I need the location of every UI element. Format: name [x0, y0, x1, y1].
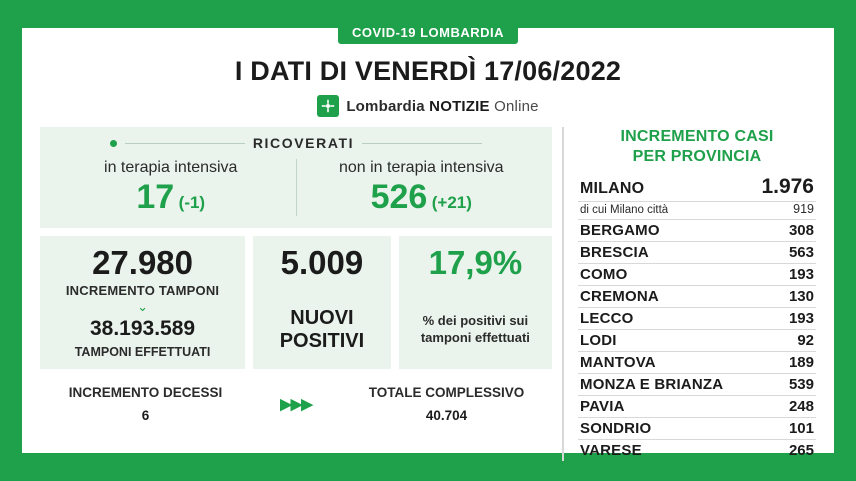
decessi-label: INCREMENTO DECESSI	[68, 385, 223, 401]
province-name: VARESE	[580, 442, 642, 459]
tamponi-box	[40, 236, 245, 369]
tamponi-increment-value: 27.980	[92, 244, 194, 282]
province-value: 563	[788, 244, 814, 261]
percentuale-label-line2: tamponi effettuati	[420, 329, 530, 345]
arrows-icon: ▶▶▶	[280, 396, 312, 414]
province-row-como	[578, 264, 816, 286]
ricoverati-heading-label: RICOVERATI	[252, 135, 355, 151]
province-title-line2: PER PROVINCIA	[632, 148, 762, 165]
ricoverati-heading	[46, 135, 546, 151]
nuovi-positivi-label-line1: NUOVI	[290, 307, 354, 330]
province-value: 265	[788, 442, 814, 459]
province-title	[578, 127, 816, 167]
province-name: CREMONA	[580, 288, 659, 305]
decessi-cell	[40, 385, 251, 423]
province-value: 308	[788, 222, 814, 239]
province-name: BRESCIA	[580, 244, 649, 261]
province-name: MONZA E BRIANZA	[580, 376, 724, 393]
province-name: SONDRIO	[580, 420, 652, 437]
province-value: 248	[788, 398, 814, 415]
non-terapia-intensiva-block	[297, 159, 547, 216]
province-name: LODI	[580, 332, 617, 349]
lombardia-logo-icon	[317, 95, 339, 117]
province-name: LECCO	[580, 310, 634, 327]
terapia-intensiva-delta: (-1)	[178, 193, 206, 212]
province-row-lodi	[578, 330, 816, 352]
province-list	[578, 173, 816, 461]
content-card	[22, 28, 834, 459]
divider-right	[362, 143, 482, 144]
totale-cell	[341, 385, 552, 423]
province-value: 189	[788, 354, 814, 371]
terapia-intensiva-row	[46, 179, 296, 216]
province-row-monza-e-brianza	[578, 374, 816, 396]
province-value: 101	[788, 420, 814, 437]
province-value: 539	[788, 376, 814, 393]
content-body	[40, 127, 816, 461]
divider-left	[125, 143, 245, 144]
nuovi-positivi-label	[257, 307, 387, 353]
ricoverati-section	[40, 127, 552, 228]
province-row-lecco	[578, 308, 816, 330]
province-value: 1.976	[761, 175, 814, 198]
brand-line	[40, 95, 816, 117]
province-row-milano	[578, 173, 816, 202]
percentuale-label	[403, 313, 548, 347]
province-title-line1: INCREMENTO CASI	[620, 128, 774, 145]
milano-citta-label: di cui Milano città	[580, 204, 669, 216]
ricoverati-columns	[46, 159, 546, 216]
province-panel	[562, 127, 816, 461]
province-name: BERGAMO	[580, 222, 660, 239]
nuovi-positivi-value: 5.009	[280, 244, 364, 282]
tamponi-increment-label: INCREMENTO TAMPONI	[65, 283, 220, 299]
province-row-brescia	[578, 242, 816, 264]
percentuale-label-line1: % dei positivi sui	[422, 313, 529, 329]
left-column	[40, 127, 552, 461]
brand-notizie: NOTIZIE	[429, 97, 490, 115]
province-value: 193	[788, 266, 814, 283]
province-row-milano-citta	[578, 202, 816, 220]
province-name: MILANO	[580, 180, 645, 197]
bullet-dot-icon	[110, 140, 117, 147]
brand-text	[346, 98, 538, 115]
stat-boxes	[40, 236, 552, 369]
chevron-down-icon: ⌄	[137, 299, 148, 315]
province-row-bergamo	[578, 220, 816, 242]
province-name: COMO	[580, 266, 628, 283]
province-row-varese	[578, 440, 816, 461]
page-title: I DATI DI VENERDÌ 17/06/2022	[234, 56, 622, 86]
province-value: 193	[788, 310, 814, 327]
nuovi-positivi-box	[253, 236, 391, 369]
milano-citta-value: 919	[793, 202, 814, 216]
province-name: PAVIA	[580, 398, 625, 415]
terapia-intensiva-value: 17	[136, 178, 175, 216]
province-row-pavia	[578, 396, 816, 418]
brand-lombardia: Lombardia	[346, 97, 425, 115]
province-row-sondrio	[578, 418, 816, 440]
totale-value: 40.704	[425, 408, 468, 424]
province-value: 130	[788, 288, 814, 305]
nuovi-positivi-label-line2: POSITIVI	[279, 330, 365, 353]
percentuale-box	[399, 236, 552, 369]
footer-row	[40, 381, 552, 423]
terapia-intensiva-label: in terapia intensiva	[104, 159, 238, 176]
brand-online: Online	[494, 97, 539, 115]
non-terapia-intensiva-label: non in terapia intensiva	[338, 159, 504, 176]
tamponi-total-value: 38.193.589	[89, 317, 196, 341]
non-terapia-intensiva-delta: (+21)	[431, 193, 472, 212]
decessi-value: 6	[141, 408, 150, 424]
terapia-intensiva-block	[46, 159, 297, 216]
province-row-mantova	[578, 352, 816, 374]
header-badge: COVID-19 LOMBARDIA	[338, 22, 518, 44]
province-value: 92	[797, 332, 814, 349]
non-terapia-intensiva-value: 526	[370, 178, 428, 216]
non-terapia-intensiva-row	[297, 179, 547, 216]
totale-label: TOTALE COMPLESSIVO	[368, 385, 525, 401]
tamponi-total-label: TAMPONI EFFETTUATI	[74, 345, 211, 360]
province-name: MANTOVA	[580, 354, 656, 371]
percentuale-value: 17,9%	[428, 244, 523, 282]
province-row-cremona	[578, 286, 816, 308]
